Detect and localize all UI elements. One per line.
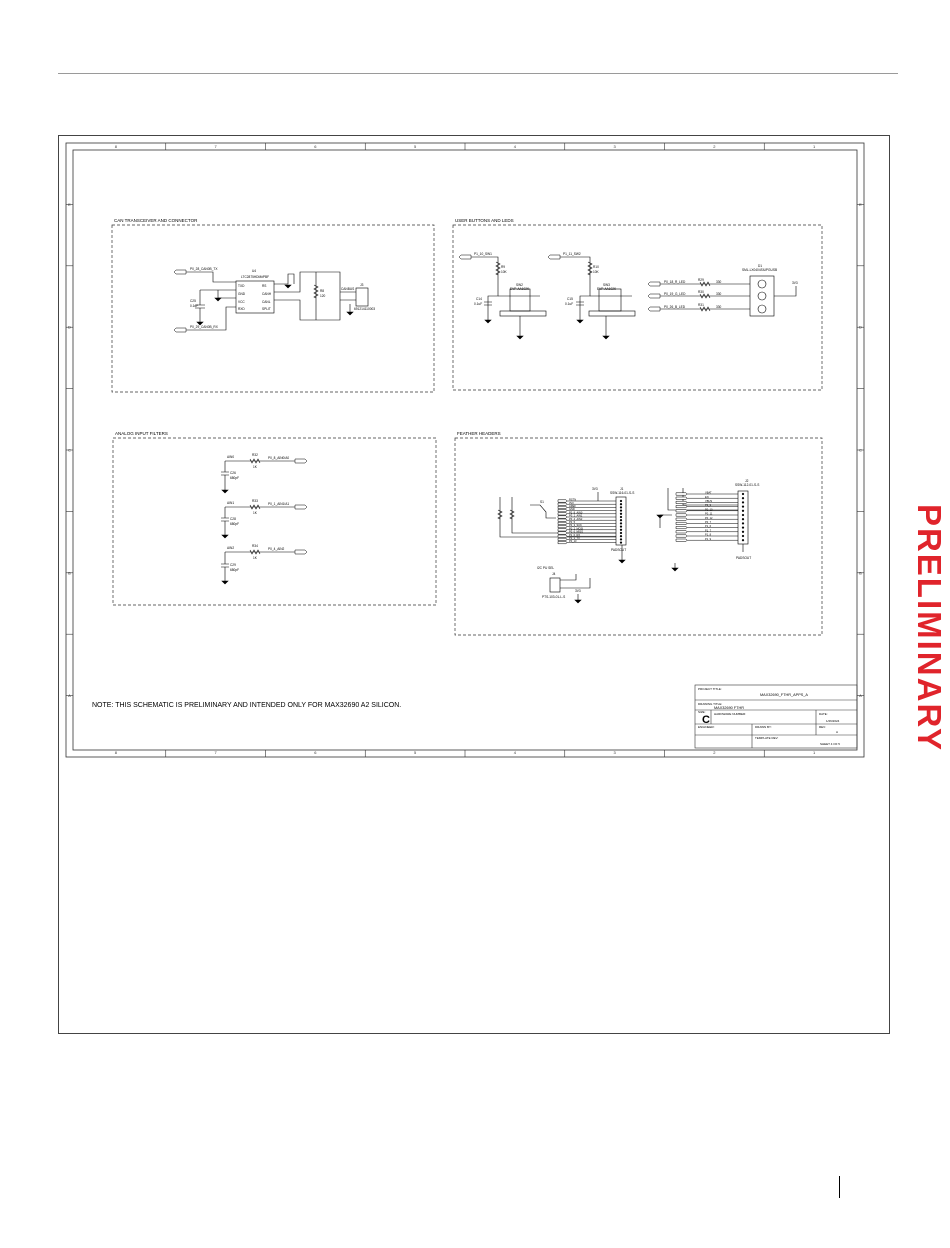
btn-switch-part-1: EVP-AA102K <box>510 287 530 291</box>
j1-pin <box>620 503 622 505</box>
j1-signal-label: P0_6_MISO <box>569 530 584 534</box>
j2-net-flag <box>676 522 687 524</box>
j1-pin <box>620 510 622 512</box>
column-label-bottom-1: 1 <box>813 750 816 755</box>
j2-pin <box>742 510 744 512</box>
row-label-left-A: A <box>68 693 71 699</box>
j1-net-flag <box>558 509 567 511</box>
analog-res-1: R33 <box>252 499 258 503</box>
j1-signal-label: P0_1_AIN1 <box>569 514 583 518</box>
btn-switch-part-2: EVP-AA102K <box>597 287 617 291</box>
can-pin-r1: CANH <box>262 292 272 296</box>
preliminary-stamp <box>912 483 946 773</box>
row-label-right-A: A <box>859 693 862 699</box>
tb-rev-label: REV: <box>819 725 826 729</box>
btn-switch-2: SW3 <box>603 283 610 287</box>
analog-cap-value-2: 680pF <box>230 568 240 572</box>
j2-pin <box>742 539 744 541</box>
j1-pin <box>620 539 622 541</box>
tb-project-label: PROJECT TITLE: <box>698 687 722 691</box>
column-label-top-3: 3 <box>613 144 616 149</box>
analog-net-0: P0_8_AIN0/A0 <box>268 456 290 460</box>
tb-drawing-label: DRAWING TITLE: <box>698 702 723 706</box>
schematic-note: NOTE: THIS SCHEMATIC IS PRELIMINARY AND INTENDED ONLY FOR MAX32690 A2 SILICON. <box>92 702 402 709</box>
jumper-part: PTS-103-01-L-S <box>542 595 566 599</box>
j2-pin <box>742 502 744 504</box>
j1-net-flag <box>558 525 567 527</box>
analog-net-2: P0_4_AIN2 <box>268 547 285 551</box>
column-label-top-4: 4 <box>513 144 516 149</box>
j1-signal-label: P0_13 <box>569 540 577 544</box>
btn-res-2: R10 <box>593 265 599 269</box>
title-block <box>695 685 857 748</box>
j2-pin <box>742 497 744 499</box>
can-connector-j3 <box>356 288 368 306</box>
can-block-title: CAN TRANSCEIVER AND CONNECTOR <box>114 218 198 223</box>
can-net-rx: P0_29_CAN0B_RX <box>190 325 218 329</box>
j2-net-flag <box>676 531 687 533</box>
can-block-frame <box>112 225 434 392</box>
btn-cap-1: C14 <box>476 297 482 301</box>
btn-cap-2: C15 <box>567 297 573 301</box>
analog-in-2: AIN2 <box>227 546 235 550</box>
column-label-top-8: 8 <box>114 144 117 149</box>
i2c-label: I2C PU SEL <box>537 566 555 570</box>
led-res-1: R29 <box>698 278 704 282</box>
can-net-tx: P0_28_CAN0B_TX <box>190 267 218 271</box>
j2-net-flag <box>676 493 687 495</box>
column-label-bottom-5: 5 <box>414 750 417 755</box>
j1-signal-label: P0_4_AIN2 <box>569 517 583 521</box>
tb-rev: A <box>836 730 839 734</box>
feather-block-title: FEATHER HEADERS <box>457 431 501 436</box>
led-net-b: P0_26_B_LED <box>664 305 686 309</box>
row-label-right-C: C <box>859 447 862 453</box>
column-label-bottom-6: 6 <box>314 750 317 755</box>
j2-signal-label: EN <box>705 495 709 499</box>
net-flag-tx <box>174 270 186 274</box>
j1-pin <box>620 532 622 534</box>
analog-in-1: AIN1 <box>227 501 235 505</box>
feather-block-frame <box>455 438 822 635</box>
tb-hw-label: HARDWARE NUMBER: <box>714 712 747 716</box>
j1-net-flag <box>558 513 567 515</box>
row-label-right-E: E <box>859 201 862 207</box>
j2-net-flag <box>676 505 687 507</box>
j2-net-flag <box>676 518 687 520</box>
j1-pin <box>620 529 622 531</box>
j2-signal-label: P1_6 <box>705 525 712 529</box>
rgb-led-d1 <box>750 276 774 316</box>
tb-drawn-label: DRAWN BY: <box>755 725 772 729</box>
j1-signal-label: 3V3 <box>569 501 574 505</box>
switch-sw3 <box>599 289 621 311</box>
j2-pin <box>742 527 744 529</box>
can-res-value: 120 <box>320 294 326 298</box>
j2-signal-label: VBAT <box>705 491 712 495</box>
led-supply: 3V3 <box>792 281 798 285</box>
can-block <box>112 218 434 392</box>
can-conn-net: CANBUS <box>341 287 355 291</box>
row-label-left-D: D <box>68 324 71 330</box>
j2-signal-label: VBUS <box>705 500 713 503</box>
btn-cap-value-2: 0.1uF <box>565 302 574 306</box>
j2-net-flag <box>676 526 687 528</box>
j2-net-flag <box>676 514 687 516</box>
j1-net-flag <box>558 522 567 524</box>
j1-pin <box>620 535 622 537</box>
j2-net-flag <box>676 535 687 537</box>
j1-pin <box>620 526 622 528</box>
analog-res-value-1: 1K <box>253 511 257 515</box>
led-res-value-3: 330 <box>716 305 722 309</box>
j2-net-flag <box>676 497 687 499</box>
tb-drawing: MAX32690 FTHR <box>714 706 744 710</box>
tb-engineer-label: ENGINEER: <box>698 725 715 729</box>
buttons-block <box>453 218 822 390</box>
analog-cap-1: C28 <box>230 517 236 521</box>
page-footer-mark <box>839 1176 840 1198</box>
analog-in-0: AIN0 <box>227 455 235 459</box>
btn-net-2: P1_11_SW2 <box>563 252 581 256</box>
row-label-left-C: C <box>68 447 71 453</box>
column-label-bottom-8: 8 <box>114 750 117 755</box>
tb-size-label: SIZE: <box>698 710 706 714</box>
tb-date: 1/26/2024 <box>826 719 840 723</box>
column-label-top-7: 7 <box>214 144 217 149</box>
j1-net-flag <box>558 516 567 518</box>
j2-signal-label: P1_8 <box>705 533 712 537</box>
sheet-inner-border <box>73 150 857 750</box>
j2-signal-label: P0_9 <box>705 504 712 508</box>
j1-pin <box>620 516 622 518</box>
can-pin-l0: TXD <box>238 284 245 288</box>
j2-pin <box>742 531 744 533</box>
row-label-left-E: E <box>68 201 71 207</box>
j1-part: SSW-116-01-S-S <box>610 491 635 495</box>
analog-res-2: R34 <box>252 544 258 548</box>
led-res-value-2: 330 <box>716 292 722 296</box>
feather-block <box>455 431 822 635</box>
j1-net-flag <box>558 529 567 531</box>
can-conn-ref: J3 <box>360 283 364 287</box>
can-conn-part: 691214110003 <box>354 307 376 311</box>
j1-signal-label: P0_8_AIN0 <box>569 511 583 515</box>
analog-block-title: ANALOG INPUT FILTERS <box>115 431 168 436</box>
analog-res-0: R32 <box>252 453 258 457</box>
analog-block-frame <box>113 438 436 605</box>
j1-pin <box>620 500 622 502</box>
can-cap-value: 0.1uF <box>190 304 199 308</box>
buttons-block-title: USER BUTTONS AND LEDS <box>455 218 514 223</box>
preliminary-stamp-text: PRELIMINARY <box>911 503 948 753</box>
can-u-ref: U4 <box>252 269 257 273</box>
j1-label: PADSOUT <box>611 548 627 552</box>
j1-pin <box>620 542 622 544</box>
led-net-r: P0_18_R_LED <box>664 280 686 284</box>
tb-project: MAX32690_FTHR_APPS_A <box>760 693 808 697</box>
j2-net-flag <box>676 501 687 503</box>
net-flag-rx <box>174 328 186 332</box>
analog-net-1: P0_1_AIN1/A1 <box>268 502 290 506</box>
tb-sheet: SHEET 4 OF 5 <box>820 742 840 746</box>
btn-switch-1: SW2 <box>516 283 523 287</box>
can-pin-r0: RS <box>262 284 267 288</box>
j2-net-flag <box>676 510 687 512</box>
analog-res-value-0: 1K <box>253 465 257 469</box>
can-pin-r3: SPLIT <box>262 307 271 311</box>
buttons-block-frame <box>453 225 822 390</box>
j1-net-flag <box>558 519 567 521</box>
can-pin-r2: CANL <box>262 300 271 304</box>
led-res-value-1: 330 <box>716 280 722 284</box>
row-label-left-B: B <box>68 570 71 576</box>
tb-date-label: DATE: <box>819 712 828 716</box>
analog-res-value-2: 1K <box>253 556 257 560</box>
j1-pin <box>620 523 622 525</box>
btn-net-1: P1_10_SW1 <box>474 252 492 256</box>
j1-signal-label: P1_0_RX <box>569 533 581 537</box>
j1-net-flag <box>558 506 567 508</box>
analog-cap-value-0: 680pF <box>230 476 240 480</box>
j2-signal-label: P0_11 <box>705 512 713 516</box>
j1-signal-label: P1_1_TX <box>569 537 580 540</box>
column-label-bottom-4: 4 <box>513 750 516 755</box>
can-pin-l3: RXD <box>238 307 245 311</box>
analog-cap-2: C29 <box>230 563 236 567</box>
led-res-3: R31 <box>698 303 704 307</box>
j1-signal-label: RSTN <box>569 498 577 502</box>
feather-supply: 3V3 <box>592 487 598 491</box>
can-u-part: LTC2875HDM#PBF <box>241 275 270 279</box>
j1-signal-label: P0_2_MOSI <box>569 527 584 531</box>
column-label-bottom-7: 7 <box>214 750 217 755</box>
j1-net-flag <box>558 500 567 502</box>
column-label-top-2: 2 <box>713 144 716 149</box>
switch-sw2 <box>510 289 530 311</box>
analog-cap-value-1: 680pF <box>230 522 240 526</box>
j1-net-flag <box>558 503 567 505</box>
j2-label: PADSOUT <box>736 556 752 560</box>
led-ref: D1 <box>758 264 763 268</box>
btn-res-1: R9 <box>501 265 506 269</box>
j1-ref: J1 <box>620 487 624 491</box>
row-label-right-B: B <box>859 570 862 576</box>
j1-net-flag <box>558 538 567 540</box>
j2-signal-label: P1_9 <box>705 537 712 541</box>
j1-signal-label: P0_3_SCK <box>569 524 582 528</box>
j1-net-flag <box>558 532 567 534</box>
j1-pin <box>620 513 622 515</box>
jumper-supply: 3V3 <box>575 589 581 593</box>
row-label-right-D: D <box>859 324 862 330</box>
j2-part: SSW-112-01-S-S <box>735 483 760 487</box>
j2-signal-label: P0_10 <box>705 508 713 512</box>
analog-block <box>113 431 436 605</box>
j2-signal-label: P0_12 <box>705 516 713 520</box>
j1-net-flag <box>558 541 567 543</box>
j1-pin <box>620 519 622 521</box>
btn-cap-value-1: 0.1uF <box>474 302 483 306</box>
j2-pin <box>742 506 744 508</box>
j2-net-flag <box>676 539 687 541</box>
j2-pin <box>742 514 744 516</box>
j1-signal-label: GND <box>569 508 575 512</box>
led-part: SML-LX0404SIUPGUSB <box>742 268 778 272</box>
tb-template-label: TEMPLATE REV: <box>755 736 779 740</box>
j1-signal-label: AREF <box>569 505 576 508</box>
sheet-border <box>66 143 864 757</box>
jumper-ref: J4 <box>552 572 556 576</box>
column-label-bottom-3: 3 <box>613 750 616 755</box>
tb-size: C <box>702 714 710 726</box>
btn-res-value-1: 10K <box>501 270 507 274</box>
can-pin-l2: VCC <box>238 300 245 304</box>
btn-res-value-2: 10K <box>593 270 599 274</box>
j1-signal-label: P0_5 <box>569 521 576 524</box>
j1-pin <box>620 507 622 509</box>
column-label-top-6: 6 <box>314 144 317 149</box>
can-pin-l1: GND <box>238 292 246 296</box>
can-res-ref: R8 <box>320 289 325 293</box>
analog-cap-0: C26 <box>230 471 236 475</box>
led-net-g: P0_19_G_LED <box>664 292 686 296</box>
j2-signal-label: P1_7 <box>705 529 712 533</box>
j1-net-flag <box>558 535 567 537</box>
j2-pin <box>742 518 744 520</box>
column-label-top-5: 5 <box>414 144 417 149</box>
can-cap-ref: C25 <box>190 299 196 303</box>
j2-pin <box>742 535 744 537</box>
column-label-top-1: 1 <box>813 144 816 149</box>
feather-switch-ref: S1 <box>540 500 544 504</box>
column-label-bottom-2: 2 <box>713 750 716 755</box>
led-res-2: R30 <box>698 290 704 294</box>
j2-signal-label: P0_7 <box>705 521 712 524</box>
j2-pin <box>742 523 744 525</box>
j2-ref: J2 <box>745 479 749 483</box>
jumper-j4 <box>550 578 560 592</box>
j2-pin <box>742 493 744 495</box>
